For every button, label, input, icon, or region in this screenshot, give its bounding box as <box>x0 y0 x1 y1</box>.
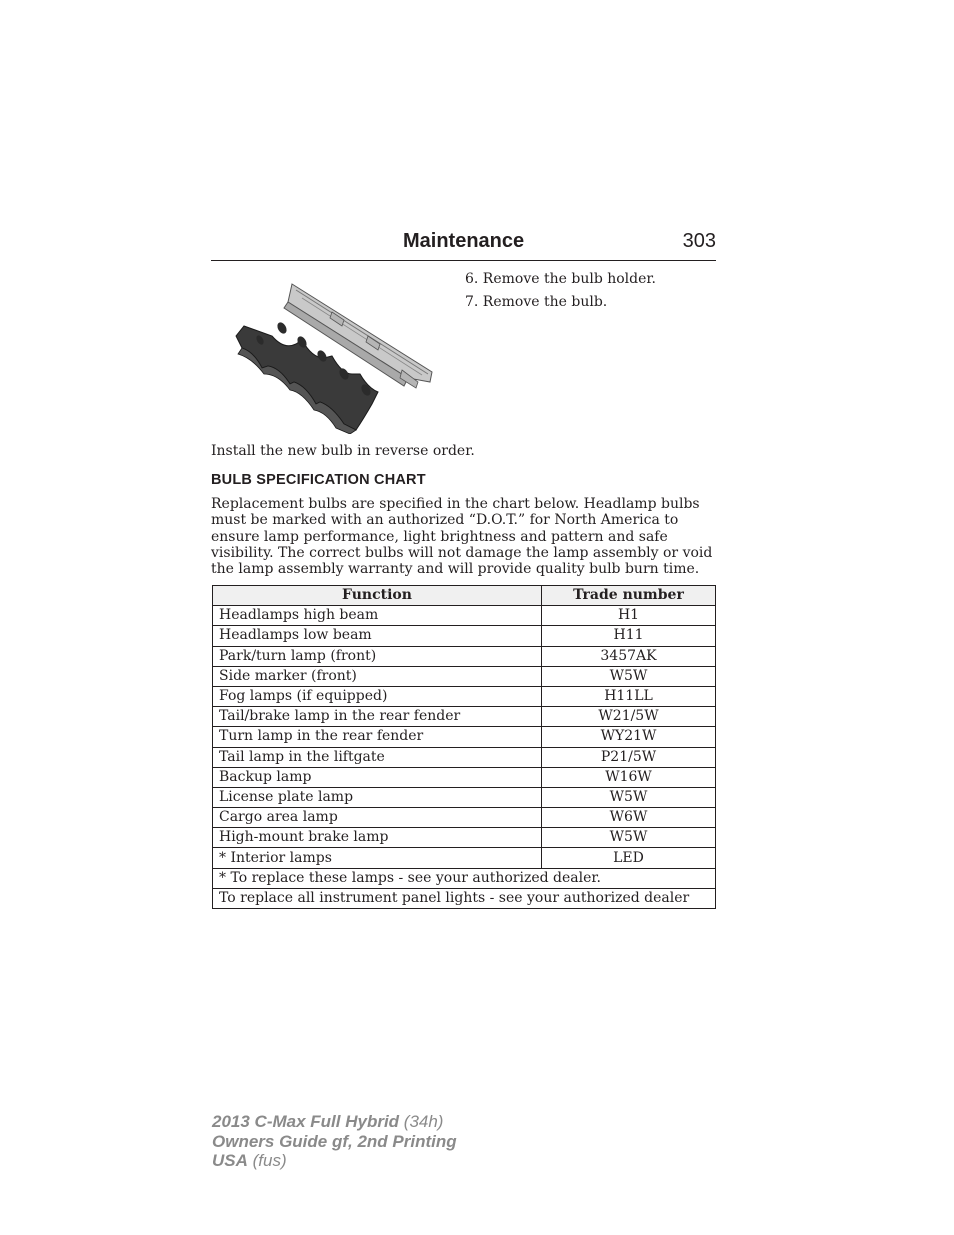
function-cell: Headlamps high beam <box>213 606 542 626</box>
function-cell: Park/turn lamp (front) <box>213 646 542 666</box>
table-note: To replace all instrument panel lights - see your authorized dealer <box>213 888 716 908</box>
function-cell: Turn lamp in the rear fender <box>213 727 542 747</box>
table-row <box>213 747 716 767</box>
trade-number-cell: WY21W <box>542 727 716 747</box>
table-row <box>213 646 716 666</box>
footer-market-code: (fus) <box>247 1151 287 1170</box>
chart-heading: BULB SPECIFICATION CHART <box>211 472 426 488</box>
column-header-function: Function <box>213 586 542 606</box>
document-footer <box>212 1112 457 1171</box>
table-row <box>213 666 716 686</box>
footer-market: USA <box>212 1151 248 1170</box>
function-cell: Headlamps low beam <box>213 626 542 646</box>
bulb-specification-table <box>212 585 716 909</box>
function-cell: Backup lamp <box>213 767 542 787</box>
section-title: Maintenance <box>403 230 525 252</box>
function-cell: * Interior lamps <box>213 848 542 868</box>
trade-number-cell: W16W <box>542 767 716 787</box>
table-row <box>213 767 716 787</box>
table-note-row <box>213 888 716 908</box>
step-item: 6. Remove the bulb holder. <box>465 271 657 287</box>
page-number: 303 <box>682 230 716 252</box>
trade-number-cell: H11LL <box>542 686 716 706</box>
function-cell: Fog lamps (if equipped) <box>213 686 542 706</box>
trade-number-cell: W5W <box>542 828 716 848</box>
trade-number-cell: 3457AK <box>542 646 716 666</box>
table-row <box>213 686 716 706</box>
footer-model: 2013 C-Max Full Hybrid <box>212 1112 400 1131</box>
table-row <box>213 707 716 727</box>
footer-line <box>212 1112 457 1132</box>
table-header-row <box>213 586 716 606</box>
function-cell: License plate lamp <box>213 787 542 807</box>
footer-line <box>212 1151 457 1171</box>
trade-number-cell: H1 <box>542 606 716 626</box>
footer-line <box>212 1132 457 1152</box>
step-item: 7. Remove the bulb. <box>465 294 608 310</box>
footer-model-code: (34h) <box>399 1112 444 1131</box>
table-note-row <box>213 868 716 888</box>
function-cell: High-mount brake lamp <box>213 828 542 848</box>
trade-number-cell: W21/5W <box>542 707 716 727</box>
function-cell: Tail lamp in the liftgate <box>213 747 542 767</box>
column-header-trade-number: Trade number <box>542 586 716 606</box>
install-note: Install the new bulb in reverse order. <box>211 443 475 459</box>
table-row <box>213 787 716 807</box>
trade-number-cell: W5W <box>542 787 716 807</box>
trade-number-cell: H11 <box>542 626 716 646</box>
trade-number-cell: P21/5W <box>542 747 716 767</box>
trade-number-cell: W5W <box>542 666 716 686</box>
intro-paragraph: Replacement bulbs are specified in the chart below. Headlamp bulbs must be marked with an authorized “D.O.T.” for North America to ensure lamp performance, light brightness and pattern and safe visibility. The correct bulbs will not damage the lamp assembly or void the lamp assembly warranty and will provide quality bulb burn time. <box>211 496 713 578</box>
table-row <box>213 848 716 868</box>
function-cell: Tail/brake lamp in the rear fender <box>213 707 542 727</box>
trade-number-cell: W6W <box>542 808 716 828</box>
function-cell: Side marker (front) <box>213 666 542 686</box>
removal-steps <box>465 268 656 314</box>
function-cell: Cargo area lamp <box>213 808 542 828</box>
bulb-holder-illustration <box>232 278 438 434</box>
table-note: * To replace these lamps - see your authorized dealer. <box>213 868 716 888</box>
table-row <box>213 606 716 626</box>
table-row <box>213 828 716 848</box>
footer-guide: Owners Guide gf, 2nd Printing <box>212 1131 457 1151</box>
table-row <box>213 626 716 646</box>
page-header <box>211 228 716 261</box>
table-row <box>213 727 716 747</box>
table-row <box>213 808 716 828</box>
trade-number-cell: LED <box>542 848 716 868</box>
